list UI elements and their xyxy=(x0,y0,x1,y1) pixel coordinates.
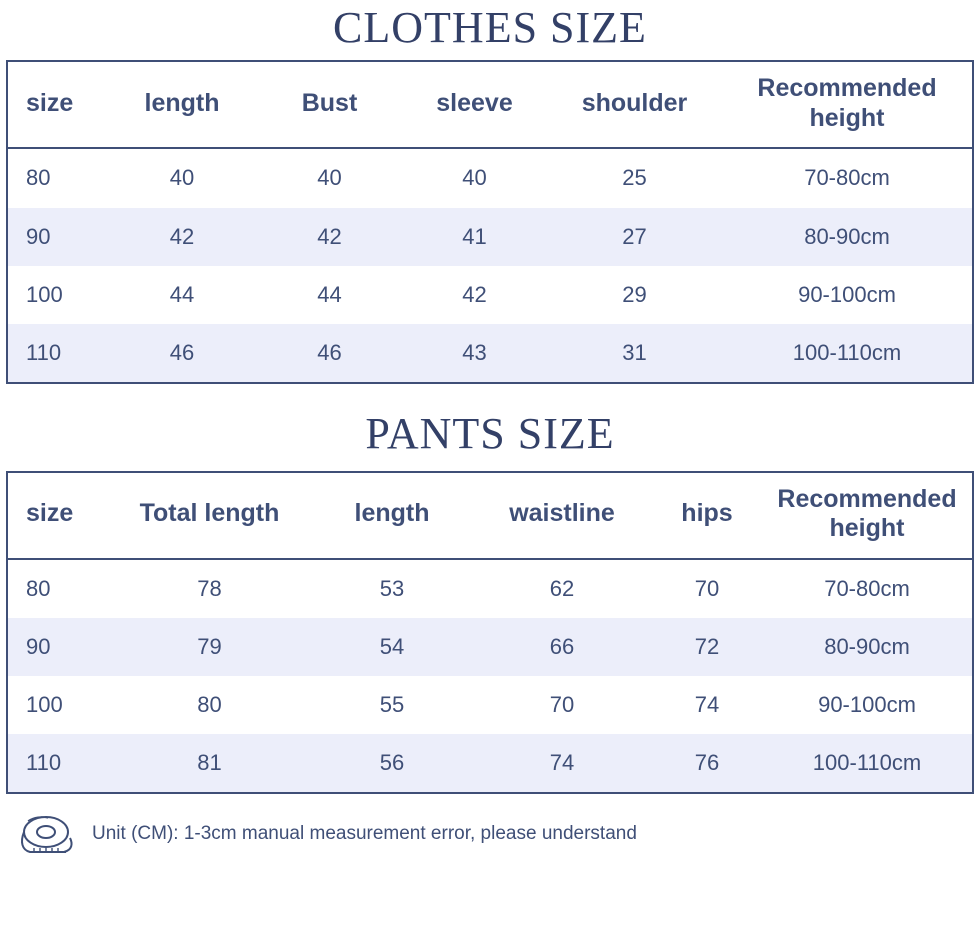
table-row xyxy=(7,324,973,383)
cell-hips: 72 xyxy=(652,618,762,676)
cell-shoulder: 25 xyxy=(622,165,647,191)
table-row xyxy=(7,148,973,207)
table-row xyxy=(7,208,973,266)
cell-waistline: 70 xyxy=(549,691,575,717)
pants-header-size: size xyxy=(7,472,107,559)
table-row xyxy=(7,266,973,324)
clothes-table-header xyxy=(7,61,973,148)
clothes-header-recommended-height: Recommended height xyxy=(722,61,973,148)
cell-recommended-height: 90-100cm xyxy=(798,281,896,307)
table-header-row xyxy=(7,61,973,148)
cell-total-length: 80 xyxy=(197,691,222,717)
cell-recommended-height: 90-100cm xyxy=(818,691,916,717)
cell-recommended-height: 70-80cm xyxy=(804,165,890,191)
clothes-header-bust: Bust xyxy=(257,61,402,148)
cell-length: 46 xyxy=(107,324,257,383)
clothes-table-body xyxy=(7,148,973,383)
cell-size: 100 xyxy=(26,691,63,717)
clothes-header-sleeve: sleeve xyxy=(402,61,547,148)
cell-size: 100 xyxy=(26,281,63,307)
cell-bust: 42 xyxy=(257,208,402,266)
pants-size-table xyxy=(6,471,974,795)
pants-header-recommended-height: Recommended height xyxy=(762,472,973,559)
cell-size: 80 xyxy=(26,165,51,191)
cell-size: 80 xyxy=(26,575,51,601)
clothes-size-table xyxy=(6,60,974,384)
footer-note xyxy=(6,794,974,856)
table-header-row xyxy=(7,472,973,559)
cell-hips: 74 xyxy=(694,691,720,717)
cell-recommended-height: 100-110cm xyxy=(722,324,973,383)
cell-sleeve: 41 xyxy=(402,208,547,266)
cell-length: 56 xyxy=(312,734,472,793)
pants-size-title: PANTS SIZE xyxy=(365,409,615,459)
pants-table-header xyxy=(7,472,973,559)
clothes-header-shoulder: shoulder xyxy=(547,61,722,148)
table-row xyxy=(7,618,973,676)
cell-size: 110 xyxy=(7,734,107,793)
measurement-note-text: Unit (CM): 1-3cm manual measurement error, please understand xyxy=(92,823,637,845)
clothes-header-length: length xyxy=(107,61,257,148)
cell-bust: 40 xyxy=(317,165,342,191)
cell-length: 55 xyxy=(379,691,405,717)
cell-length: 53 xyxy=(379,575,405,601)
cell-length: 42 xyxy=(107,208,257,266)
cell-bust: 46 xyxy=(257,324,402,383)
cell-waistline: 74 xyxy=(472,734,652,793)
cell-waistline: 66 xyxy=(472,618,652,676)
cell-hips: 76 xyxy=(652,734,762,793)
cell-total-length: 78 xyxy=(197,575,222,601)
table-row xyxy=(7,734,973,793)
cell-bust: 44 xyxy=(317,281,342,307)
cell-recommended-height: 70-80cm xyxy=(824,575,910,601)
table-row xyxy=(7,559,973,618)
cell-recommended-height: 100-110cm xyxy=(762,734,973,793)
cell-length: 54 xyxy=(312,618,472,676)
cell-sleeve: 40 xyxy=(462,165,487,191)
clothes-header-size: size xyxy=(7,61,107,148)
cell-size: 110 xyxy=(7,324,107,383)
cell-recommended-height: 80-90cm xyxy=(722,208,973,266)
pants-header-waistline: waistline xyxy=(472,472,652,559)
cell-length: 44 xyxy=(169,281,195,307)
cell-sleeve: 43 xyxy=(402,324,547,383)
cell-total-length: 79 xyxy=(107,618,312,676)
cell-sleeve: 42 xyxy=(462,281,487,307)
cell-length: 40 xyxy=(169,165,195,191)
cell-hips: 70 xyxy=(694,575,720,601)
pants-header-hips: hips xyxy=(652,472,762,559)
table-row xyxy=(7,676,973,734)
cell-size: 90 xyxy=(7,618,107,676)
cell-shoulder: 27 xyxy=(547,208,722,266)
cell-shoulder: 29 xyxy=(622,281,647,307)
cell-size: 90 xyxy=(7,208,107,266)
cell-shoulder: 31 xyxy=(547,324,722,383)
cell-recommended-height: 80-90cm xyxy=(762,618,973,676)
measuring-tape-icon xyxy=(16,812,78,856)
cell-waistline: 62 xyxy=(549,575,575,601)
pants-header-length: length xyxy=(312,472,472,559)
pants-header-total-length: Total length xyxy=(107,472,312,559)
pants-table-body xyxy=(7,559,973,794)
clothes-size-title: CLOTHES SIZE xyxy=(333,3,647,52)
cell-total-length: 81 xyxy=(107,734,312,793)
